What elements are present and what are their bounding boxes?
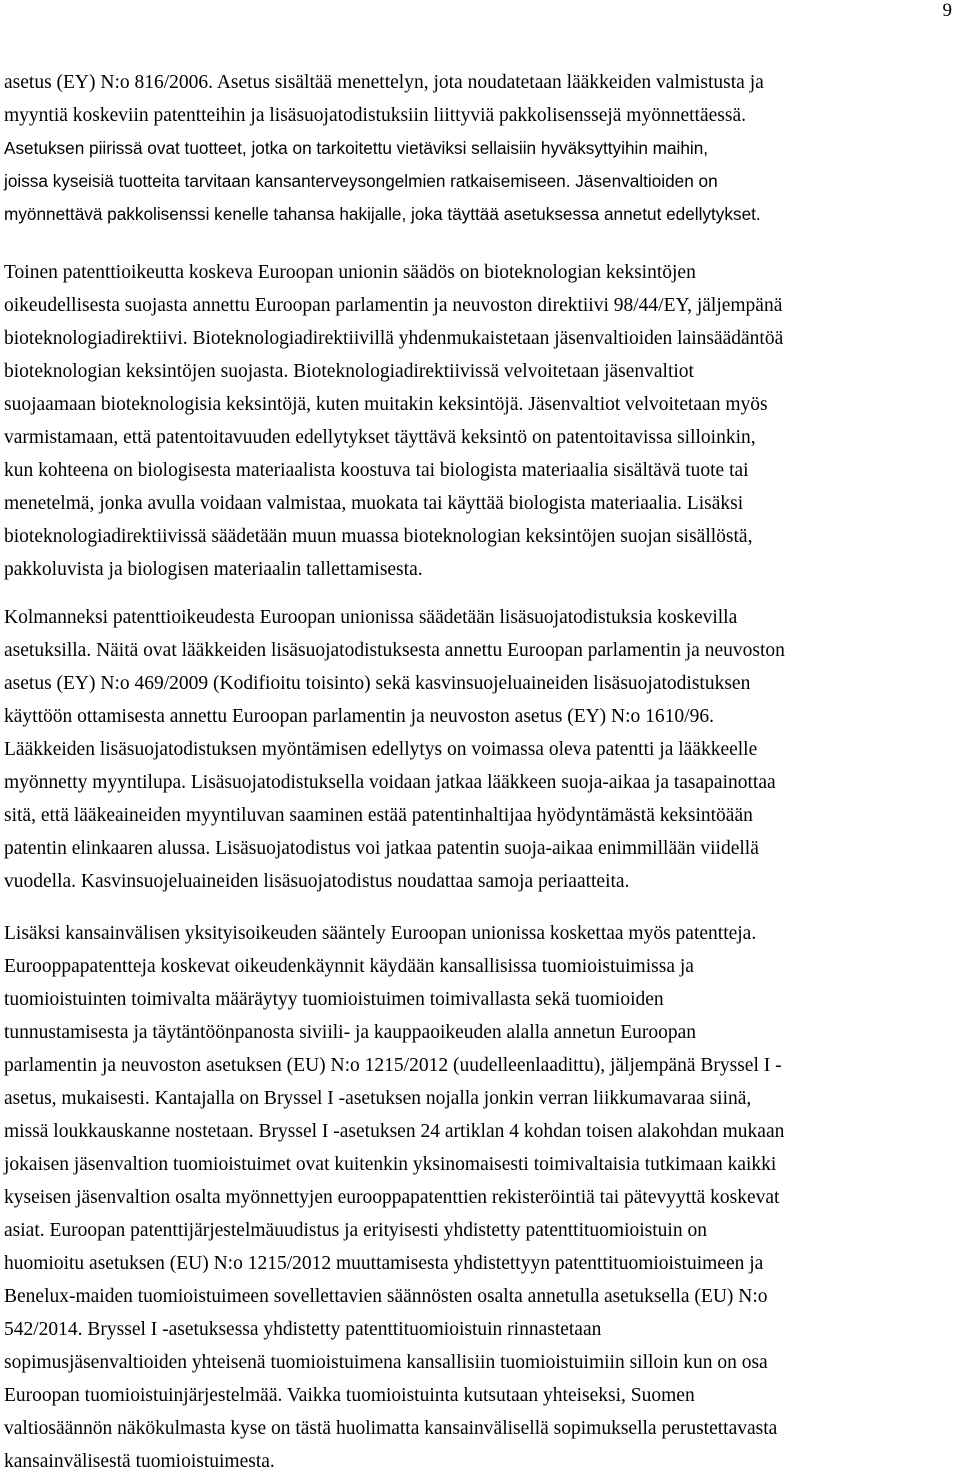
text-line: asiat. Euroopan patenttijärjestelmäuudistus ja erityisesti yhdistetty patenttituomioistuin on bbox=[4, 1220, 707, 1241]
text-line: Kolmanneksi patenttioikeudesta Euroopan unionissa säädetään lisäsuojatodistuksia koskevilla bbox=[4, 607, 738, 628]
text-line: asetuksilla. Näitä ovat lääkkeiden lisäsuojatodistuksesta annettu Euroopan parlamentin ja neuvoston bbox=[4, 640, 785, 661]
text-line: menetelmä, jonka avulla voidaan valmistaa, muokata tai käyttää biologista materiaalia. Lisäksi bbox=[4, 493, 744, 514]
text-line: asetus (EY) N:o 469/2009 (Kodifioitu toisinto) sekä kasvinsuojeluaineiden lisäsuojatodistuksen bbox=[4, 673, 751, 694]
paragraph-1-continued bbox=[4, 132, 956, 231]
text-line: tunnustamisesta ja täytäntöönpanosta siviili- ja kauppaoikeuden alalla annetun Euroopan bbox=[4, 1022, 697, 1043]
text-line: myönnetty myyntilupa. Lisäsuojatodistuksella voidaan jatkaa lääkkeen suoja-aikaa ja tasapainottaa bbox=[4, 772, 776, 793]
text-line: patentin elinkaaren alussa. Lisäsuojatodistus voi jatkaa patentin suoja-aikaa enimmillään viidellä bbox=[4, 838, 759, 859]
page-number: 9 bbox=[942, 0, 952, 21]
text-line: Benelux-maiden tuomioistuimeen sovellettavien säännösten osalta annetulla asetuksella (EU) N:o bbox=[4, 1286, 768, 1307]
text-line: Lisäksi kansainvälisen yksityisoikeuden sääntely Euroopan unionissa koskettaa myös patentteja. bbox=[4, 923, 757, 944]
paragraph-3 bbox=[4, 601, 956, 898]
text-line: asetus (EY) N:o 816/2006. Asetus sisältää menettelyn, jota noudatetaan lääkkeiden valmistusta ja bbox=[4, 72, 764, 93]
text-line: huomioitu asetuksen (EU) N:o 1215/2012 muuttamisesta yhdistettyyn patenttituomioistuimeen ja bbox=[4, 1253, 764, 1274]
text-line: myönnettävä pakkolisenssi kenelle tahansa hakijalle, joka täyttää asetuksessa annetut edellytykset. bbox=[4, 204, 761, 224]
text-line: Toinen patenttioikeutta koskeva Euroopan unionin säädös on bioteknologian keksintöjen bbox=[4, 262, 696, 283]
text-line: Lääkkeiden lisäsuojatodistuksen myöntämisen edellytys on voimassa oleva patentti ja lääkkeelle bbox=[4, 739, 758, 760]
text-line: missä loukkauskanne nostetaan. Bryssel I -asetuksen 24 artiklan 4 kohdan toisen alakohdan mukaan bbox=[4, 1121, 785, 1142]
text-line: bioteknologiadirektiivi. Bioteknologiadirektiivillä yhdenmukaistetaan jäsenvaltioiden lainsäädäntöä bbox=[4, 328, 784, 349]
text-line: sitä, että lääkeaineiden myyntiluvan saaminen estää patentinhaltijaa hyödyntämästä keksintöään bbox=[4, 805, 753, 826]
paragraph-1 bbox=[4, 66, 956, 132]
text-line: valtiosäännön näkökulmasta kyse on tästä huolimatta kansainvälisellä sopimuksella perustettavasta bbox=[4, 1418, 778, 1439]
text-line: Asetuksen piirissä ovat tuotteet, jotka on tarkoitettu vietäviksi sellaisiin hyväksyttyihin maihin, bbox=[4, 138, 709, 158]
text-line: kansainvälisestä tuomioistuimesta. bbox=[4, 1451, 275, 1472]
text-line: bioteknologian keksintöjen suojasta. Bioteknologiadirektiivissä velvoitetaan jäsenvaltiot bbox=[4, 361, 694, 382]
text-line: käyttöön ottamisesta annettu Euroopan parlamentin ja neuvoston asetus (EY) N:o 1610/96. bbox=[4, 706, 714, 727]
paragraph-4 bbox=[4, 917, 956, 1478]
paragraph-2 bbox=[4, 256, 956, 586]
text-line: joissa kyseisiä tuotteita tarvitaan kansanterveysongelmien ratkaisemiseen. Jäsenvaltioiden on bbox=[4, 171, 718, 191]
text-line: 542/2014. Bryssel I -asetuksessa yhdistetty patenttituomioistuin rinnastetaan bbox=[4, 1319, 602, 1340]
text-line: Eurooppapatentteja koskevat oikeudenkäynnit käydään kansallisissa tuomioistuimissa ja bbox=[4, 956, 694, 977]
text-line: bioteknologiadirektiivissä säädetään muun muassa bioteknologian keksintöjen suojan sisällöstä, bbox=[4, 526, 753, 547]
text-line: pakkoluvista ja biologisen materiaalin tallettamisesta. bbox=[4, 559, 423, 580]
text-line: varmistamaan, että patentoitavuuden edellytykset täyttävä keksintö on patentoitavissa silloinkin, bbox=[4, 427, 756, 448]
text-line: sopimusjäsenvaltioiden yhteisenä tuomioistuimena kansallisiin tuomioistuimiin silloin kun on osa bbox=[4, 1352, 768, 1373]
text-line: Euroopan tuomioistuinjärjestelmää. Vaikka tuomioistuinta kutsutaan yhteiseksi, Suomen bbox=[4, 1385, 695, 1406]
text-line: myyntiä koskeviin patentteihin ja lisäsuojatodistuksiin liittyviä pakkolisenssejä myönnettäessä. bbox=[4, 105, 746, 126]
text-line: jokaisen jäsenvaltion tuomioistuimet ovat kuitenkin yksinomaisesti toimivaltaisia tutkimaan kaikki bbox=[4, 1154, 777, 1175]
text-line: tuomioistuinten toimivalta määräytyy tuomioistuimen toimivallasta sekä tuomioiden bbox=[4, 989, 664, 1010]
text-line: kun kohteena on biologisesta materiaalista koostuva tai biologista materiaalia sisältävä tuote tai bbox=[4, 460, 749, 481]
text-line: asetus, mukaisesti. Kantajalla on Bryssel I -asetuksen nojalla jonkin verran liikkumavaraa siinä, bbox=[4, 1088, 752, 1109]
text-line: oikeudellisesta suojasta annettu Euroopan parlamentin ja neuvoston direktiivi 98/44/EY, jäljempänä bbox=[4, 295, 783, 316]
text-line: parlamentin ja neuvoston asetuksen (EU) N:o 1215/2012 (uudelleenlaadittu), jäljempänä Bryssel I - bbox=[4, 1055, 782, 1076]
text-line: vuodella. Kasvinsuojeluaineiden lisäsuojatodistus noudattaa samoja periaatteita. bbox=[4, 871, 630, 892]
text-line: suojaamaan bioteknologisia keksintöjä, kuten muitakin keksintöjä. Jäsenvaltiot velvoitetaan myös bbox=[4, 394, 768, 415]
text-line: kyseisen jäsenvaltion osalta myönnettyjen eurooppapatenttien rekisteröintiä tai pätevyyttä koskevat bbox=[4, 1187, 780, 1208]
